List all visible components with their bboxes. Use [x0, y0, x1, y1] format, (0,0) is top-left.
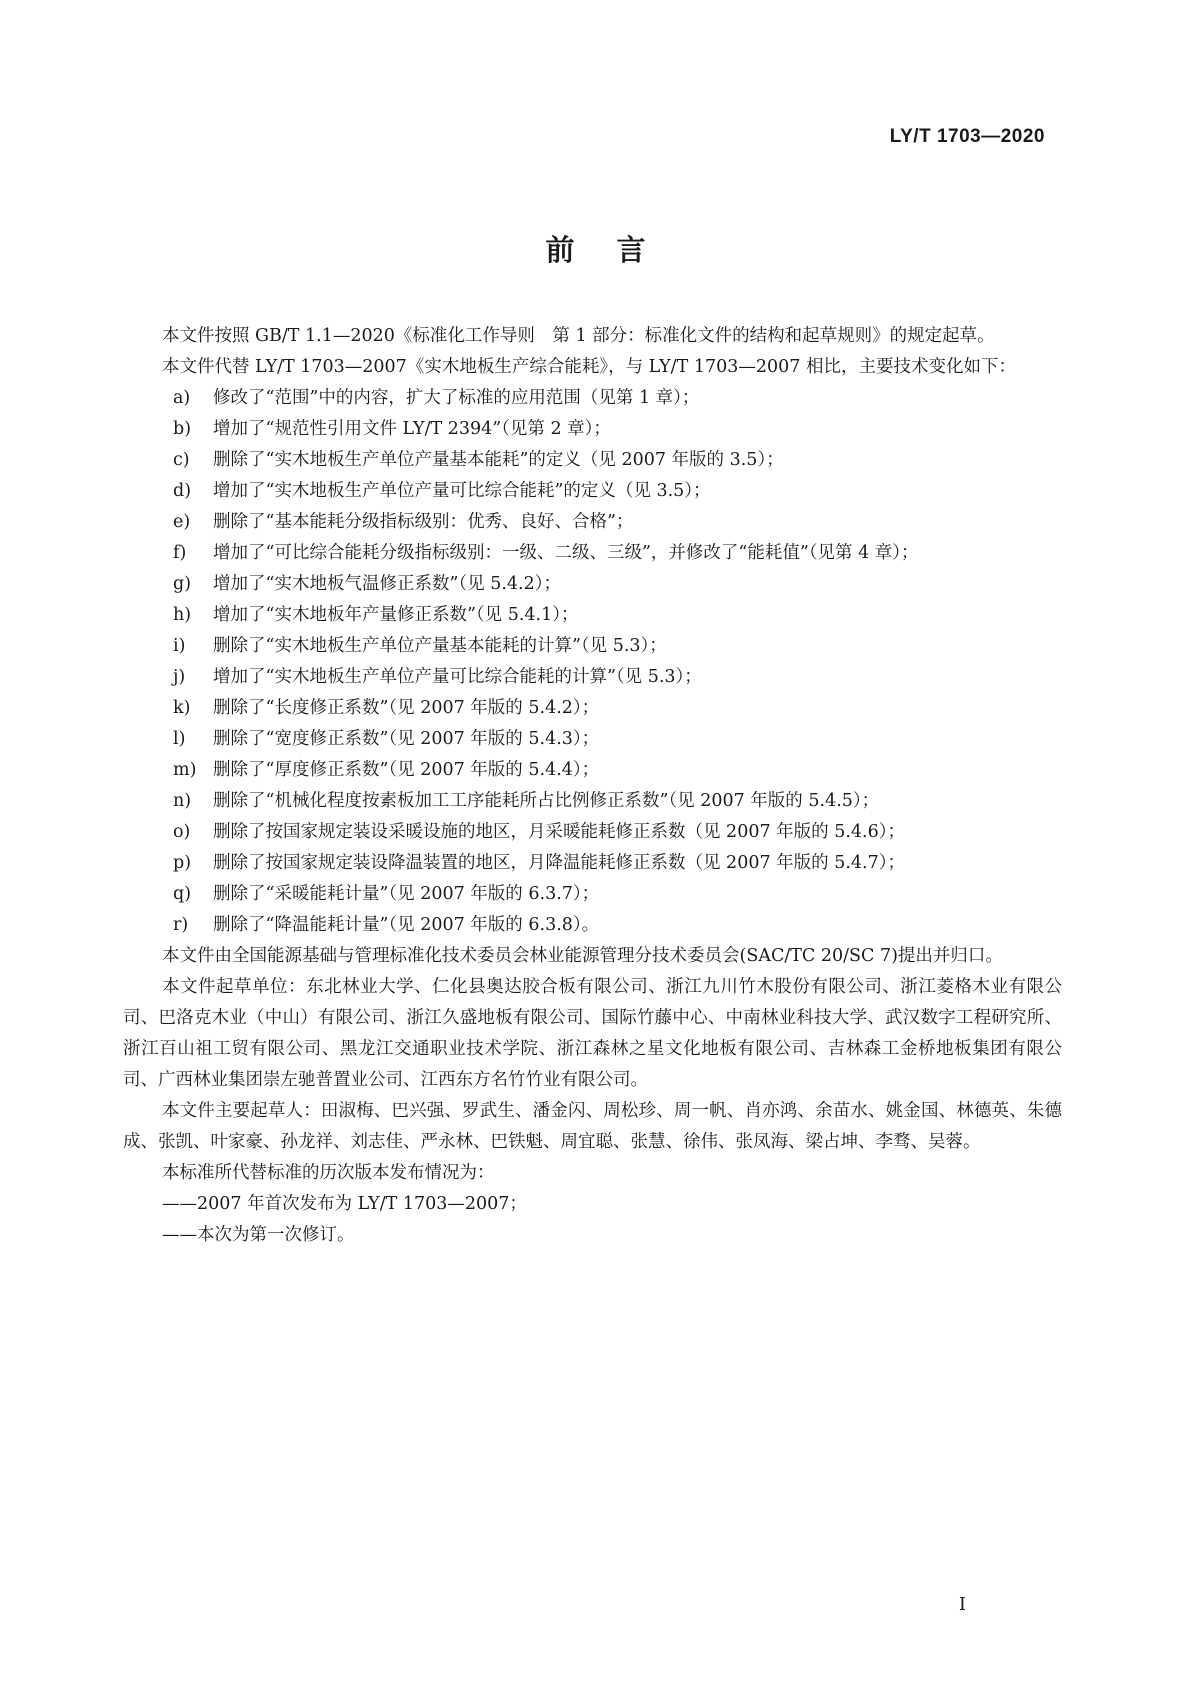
list-item-text: 删除了按国家规定装设降温装置的地区，月降温能耗修正系数（见 2007 年版的 5.4.7）； — [213, 853, 905, 873]
page-title: 前言 — [545, 233, 688, 267]
list-item — [123, 600, 1062, 631]
list-item — [123, 724, 1062, 755]
list-item — [123, 693, 1062, 724]
list-item — [123, 848, 1062, 879]
list-item-mark: p) — [173, 853, 192, 873]
list-item-mark: r) — [173, 915, 189, 935]
list-item-mark: g) — [173, 574, 192, 594]
history-item: ——2007 年首次发布为 LY/T 1703—2007； — [162, 1194, 527, 1214]
list-item — [123, 414, 1062, 445]
list-item — [123, 569, 1062, 600]
list-item — [123, 383, 1062, 414]
list-item-text: 增加了“实木地板生产单位产量可比综合能耗”的定义（见 3.5）； — [213, 481, 711, 501]
list-item — [123, 662, 1062, 693]
list-item-mark: j) — [173, 667, 186, 687]
list-item — [123, 476, 1062, 507]
list-item-mark: q) — [173, 884, 192, 904]
list-item-text: 删除了“宽度修正系数”（见 2007 年版的 5.4.3）； — [213, 729, 600, 749]
list-item-mark: h) — [173, 605, 192, 625]
paragraph-drafting-rules: 本文件按照 GB/T 1.1—2020《标准化工作导则 第 1 部分：标准化文件的结构和起草规则》的规定起草。 — [162, 326, 995, 346]
list-item-mark: a) — [173, 388, 191, 408]
list-item-text: 增加了“规范性引用文件 LY/T 2394”（见第 2 章）； — [213, 419, 611, 439]
standard-code: LY/T 1703—2020 — [889, 126, 1045, 147]
list-item-mark: f) — [173, 543, 187, 563]
list-item-mark: d) — [173, 481, 192, 501]
history-item: ——本次为第一次修订。 — [162, 1225, 355, 1245]
list-item-text: 增加了“实木地板年产量修正系数”（见 5.4.1）； — [213, 605, 579, 625]
list-item — [123, 538, 1062, 569]
list-item-text: 删除了“厚度修正系数”（见 2007 年版的 5.4.4）； — [213, 760, 600, 780]
list-item-mark: i) — [173, 636, 186, 656]
list-item — [123, 817, 1062, 848]
list-item-text: 删除了“机械化程度按素板加工工序能耗所占比例修正系数”（见 2007 年版的 5.4.5）； — [213, 791, 880, 811]
page-number: I — [958, 1594, 966, 1615]
list-item-text: 删除了“长度修正系数”（见 2007 年版的 5.4.2）； — [213, 698, 600, 718]
changes-list — [123, 383, 1062, 941]
list-item-mark: b) — [173, 419, 192, 439]
list-item — [123, 879, 1062, 910]
paragraph-replacement: 本文件代替 LY/T 1703—2007《实木地板生产综合能耗》，与 LY/T 1703—2007 相比，主要技术变化如下： — [162, 357, 1016, 377]
list-item-mark: e) — [173, 512, 191, 532]
list-item-text: 删除了“基本能耗分级指标级别：优秀、良好、合格”； — [213, 512, 634, 532]
paragraph-history-intro: 本标准所代替标准的历次版本发布情况为： — [162, 1163, 495, 1183]
list-item — [123, 445, 1062, 476]
list-item-mark: c) — [173, 450, 190, 470]
list-item-mark: m) — [173, 760, 197, 780]
paragraph-drafters: 本文件主要起草人：田淑梅、巴兴强、罗武生、潘金闪、周松珍、周一帆、肖亦鸿、余苗水、姚金国、林德英、朱德成、张凯、叶家豪、孙龙祥、刘志佳、严永林、巴铁魁、周宜聪、张慧、徐伟、张凤海、梁占坤、李骛、吴蓉。 — [123, 1101, 1062, 1152]
list-item-text: 删除了按国家规定装设采暖设施的地区，月采暖能耗修正系数（见 2007 年版的 5.4.6）； — [213, 822, 905, 842]
list-item — [123, 786, 1062, 817]
list-item-text: 删除了“实木地板生产单位产量基本能耗的计算”（见 5.3）； — [213, 636, 667, 656]
list-item-mark: o) — [173, 822, 191, 842]
list-item-mark: n) — [173, 791, 192, 811]
list-item — [123, 507, 1062, 538]
list-item-text: 增加了“可比综合能耗分级指标级别：一级、二级、三级”，并修改了“能耗值”（见第 4 章）； — [213, 543, 919, 563]
paragraph-drafting-units: 本文件起草单位：东北林业大学、仁化县奥达胶合板有限公司、浙江九川竹木股份有限公司、浙江菱格木业有限公司、巴洛克木业（中山）有限公司、浙江久盛地板有限公司、国际竹藤中心、中南林业科技大学、武汉数字工程研究所、浙江百山祖工贸有限公司、黑龙江交通职业技术学院、浙江森林之星文化地板有限公司、吉林森工金桥地板集团有限公司、广西林业集团崇左驰普置业公司、江西东方名竹竹业有限公司。 — [123, 977, 1062, 1090]
list-item-text: 删除了“采暖能耗计量”（见 2007 年版的 6.3.7）； — [213, 884, 600, 904]
list-item-mark: l) — [173, 729, 186, 749]
list-item-text: 增加了“实木地板生产单位产量可比综合能耗的计算”（见 5.3）； — [213, 667, 702, 687]
list-item-text: 修改了“范围”中的内容，扩大了标准的应用范围（见第 1 章）； — [213, 388, 700, 408]
list-item-mark: k) — [173, 698, 191, 718]
list-item-text: 删除了“实木地板生产单位产量基本能耗”的定义（见 2007 年版的 3.5）； — [213, 450, 784, 470]
paragraph-proposer: 本文件由全国能源基础与管理标准化技术委员会林业能源管理分技术委员会(SAC/TC 20/SC 7)提出并归口。 — [162, 946, 1003, 966]
foreword-body — [123, 321, 1062, 1251]
list-item — [123, 755, 1062, 786]
list-item-text: 增加了“实木地板气温修正系数”（见 5.4.2）； — [213, 574, 561, 594]
list-item — [123, 910, 1062, 941]
list-item — [123, 631, 1062, 662]
list-item-text: 删除了“降温能耗计量”（见 2007 年版的 6.3.8）。 — [213, 915, 600, 935]
